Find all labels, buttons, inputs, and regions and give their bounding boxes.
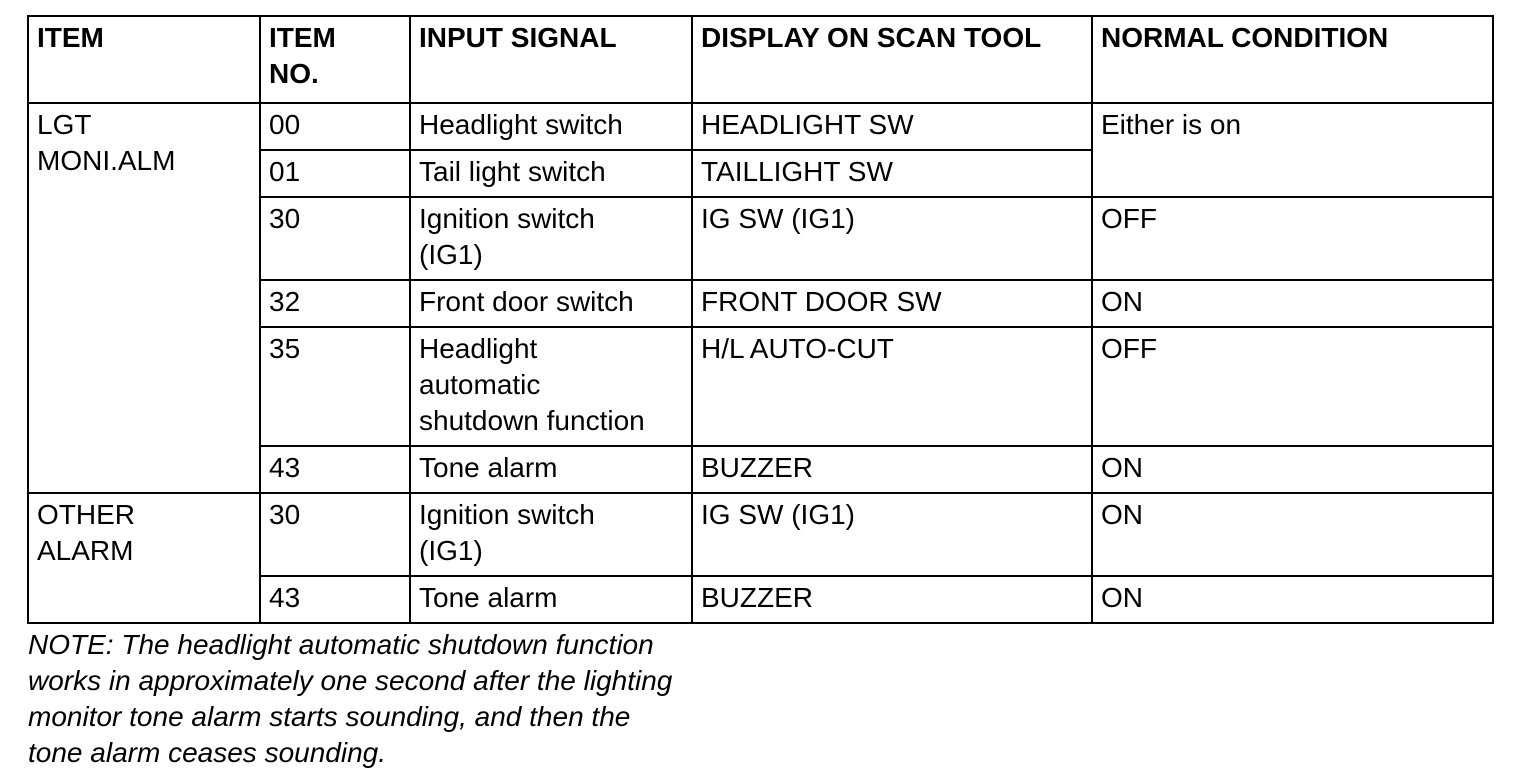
scan-tool-display-cell: HEADLIGHT SW [692,103,1092,150]
scan-tool-display-cell: FRONT DOOR SW [692,280,1092,327]
table-header-row [28,16,1493,103]
input-signal-cell: Tail light switch [410,150,692,197]
note-text: NOTE: The headlight automatic shutdown function works in approximately one second after the lighting monitor tone alarm starts sounding, and then the tone alarm ceases sounding. [28,629,673,768]
item-group-cell: OTHER ALARM [28,493,260,623]
normal-condition-cell: ON [1092,280,1493,327]
item-no-cell: 32 [260,280,410,327]
input-signal-cell: Ignition switch (IG1) [410,493,692,576]
input-signal-cell: Ignition switch (IG1) [410,197,692,280]
scan-tool-display-cell: TAILLIGHT SW [692,150,1092,197]
item-no-cell: 01 [260,150,410,197]
header-item: ITEM [28,16,260,103]
normal-condition-cell: ON [1092,493,1493,576]
input-signal-cell: Headlight switch [410,103,692,150]
scan-tool-display-cell: BUZZER [692,446,1092,493]
input-signal-cell: Tone alarm [410,446,692,493]
header-normal-condition: NORMAL CONDITION [1092,16,1493,103]
table-body [28,103,1493,623]
normal-condition-cell: ON [1092,446,1493,493]
normal-condition-cell: Either is on [1092,103,1493,197]
input-signal-cell: Tone alarm [410,576,692,623]
input-signal-cell: Front door switch [410,280,692,327]
input-signal-cell: Headlight automatic shutdown function [410,327,692,446]
scan-tool-display-cell: IG SW (IG1) [692,197,1092,280]
header-input-signal: INPUT SIGNAL [410,16,692,103]
scan-tool-display-cell: H/L AUTO-CUT [692,327,1092,446]
item-no-cell: 43 [260,576,410,623]
normal-condition-cell: OFF [1092,197,1493,280]
header-display-on-scan-tool: DISPLAY ON SCAN TOOL [692,16,1092,103]
item-no-cell: 35 [260,327,410,446]
item-group-cell: LGT MONI.ALM [28,103,260,493]
item-no-cell: 00 [260,103,410,150]
item-no-cell: 30 [260,493,410,576]
normal-condition-cell: OFF [1092,327,1493,446]
item-no-cell: 30 [260,197,410,280]
diagnostic-data-table [27,15,1494,624]
table-row [28,493,1493,576]
scan-tool-display-cell: IG SW (IG1) [692,493,1092,576]
table-row [28,103,1493,150]
scan-tool-display-cell: BUZZER [692,576,1092,623]
item-no-cell: 43 [260,446,410,493]
normal-condition-cell: ON [1092,576,1493,623]
header-item-no: ITEM NO. [260,16,410,103]
